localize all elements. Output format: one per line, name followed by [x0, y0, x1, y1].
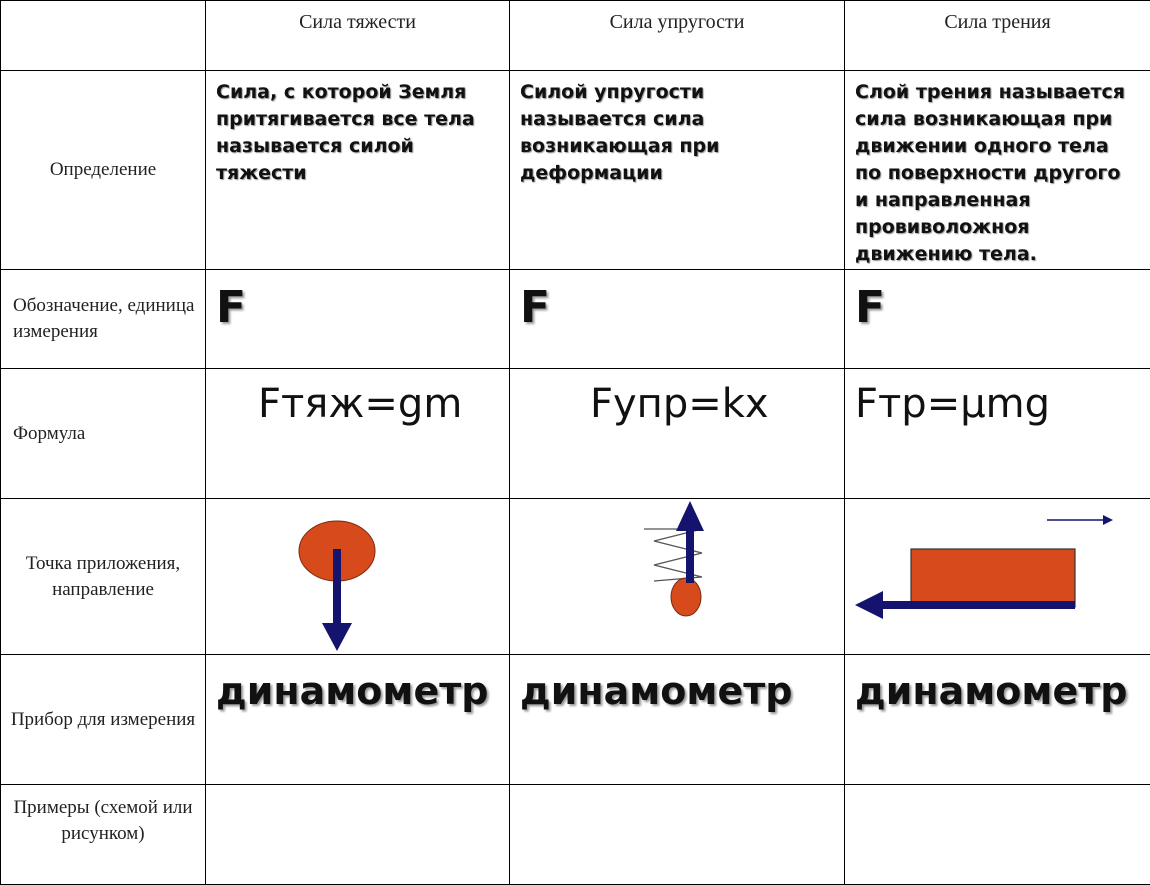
- instrument-friction: динамометр: [845, 655, 1150, 785]
- examples-friction: [845, 785, 1150, 885]
- gravity-arrow-shaft: [333, 549, 341, 627]
- formula-gravity: Fтяж=gm: [206, 369, 510, 499]
- definition-row: [1, 71, 1150, 270]
- friction-diagram: [845, 499, 1150, 655]
- column-header-friction: Сила трения: [845, 1, 1150, 71]
- symbol-row: [1, 270, 1150, 369]
- application-row: [1, 499, 1150, 655]
- symbol-friction: F: [845, 270, 1150, 369]
- gravity-arrow-head: [322, 623, 352, 651]
- column-header-gravity: Сила тяжести: [206, 1, 510, 71]
- instrument-gravity: динамометр: [206, 655, 510, 785]
- row-label-formula: Формула: [1, 369, 206, 499]
- corner-cell: [1, 1, 206, 71]
- header-row: [1, 1, 1150, 71]
- instrument-elasticity: динамометр: [510, 655, 845, 785]
- elastic-arrow-shaft: [686, 527, 694, 583]
- row-label-application: Точка приложения, направление: [1, 499, 206, 655]
- motion-arrow-head: [1103, 515, 1113, 525]
- examples-elasticity: [510, 785, 845, 885]
- elastic-arrow-head: [676, 501, 704, 531]
- formula-friction: Fтр=µmg: [845, 369, 1150, 499]
- row-label-definition: Определение: [1, 71, 206, 270]
- elastic-body: [671, 578, 701, 616]
- row-label-symbol: Обозначение, единица измерения: [1, 270, 206, 369]
- diagram-gravity-cell: [206, 499, 510, 655]
- elasticity-diagram: [510, 499, 845, 655]
- gravity-diagram: [206, 499, 510, 655]
- diagram-elasticity-cell: [510, 499, 845, 655]
- definition-friction: Слой трения называется сила возникающая при движении одного тела по поверхности другого и направленная провиволожноя движению тела.: [845, 71, 1150, 270]
- definition-elasticity: Силой упругости называется сила возникающая при деформации: [510, 71, 845, 270]
- symbol-gravity: F: [206, 270, 510, 369]
- friction-block: [911, 549, 1075, 607]
- diagram-friction-cell: [845, 499, 1150, 655]
- instrument-row: [1, 655, 1150, 785]
- definition-gravity: Сила, с которой Земля притягивается все тела называется силой тяжести: [206, 71, 510, 270]
- symbol-elasticity: F: [510, 270, 845, 369]
- examples-row: [1, 785, 1150, 885]
- row-label-instrument: Прибор для измерения: [1, 655, 206, 785]
- row-label-examples: Примеры (схемой или рисунком): [1, 785, 206, 885]
- formula-elasticity: Fупр=kx: [510, 369, 845, 499]
- column-header-elasticity: Сила упругости: [510, 1, 845, 71]
- formula-row: [1, 369, 1150, 499]
- friction-arrow-shaft: [879, 601, 1075, 609]
- examples-gravity: [206, 785, 510, 885]
- friction-arrow-head: [855, 591, 883, 619]
